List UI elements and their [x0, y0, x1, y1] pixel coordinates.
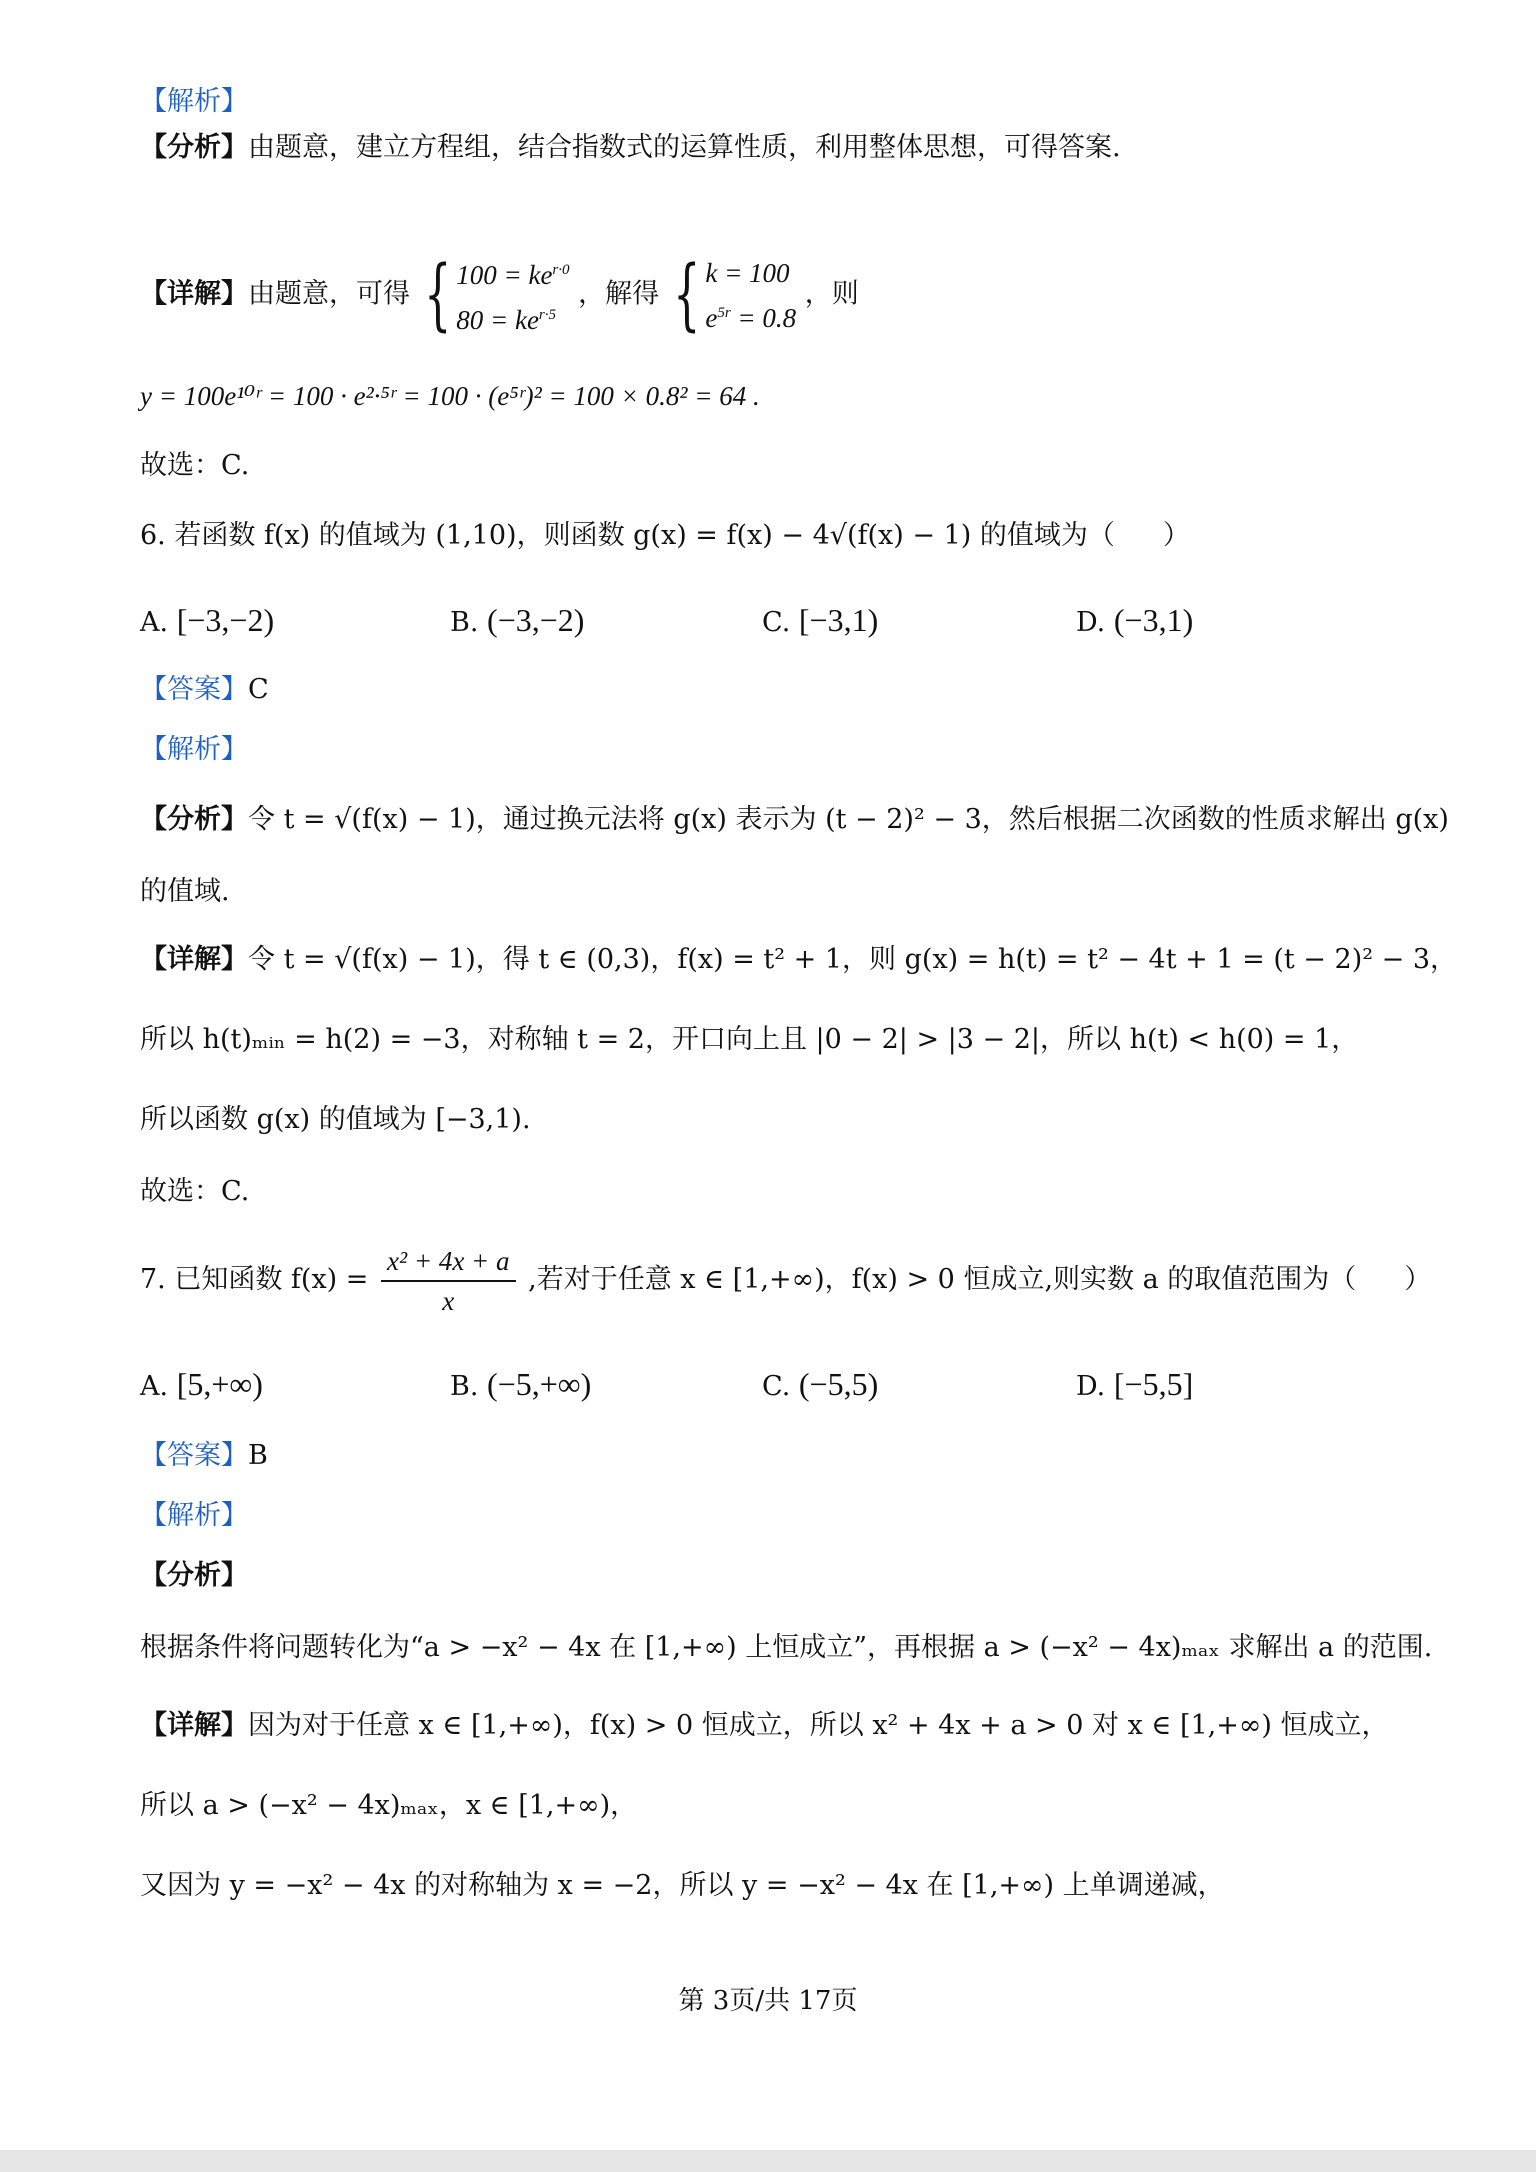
- answer-choice-6: 故选：C.: [140, 1176, 250, 1207]
- answer-7: 【答案】B: [140, 1440, 268, 1471]
- detail-tag: 【详解】: [140, 278, 248, 310]
- summary-tag: 【分析】: [140, 132, 248, 163]
- analysis-summary-6-cont: 的值域.: [140, 876, 230, 907]
- equation-system-2: k = 100 $e^{5r} = 0.8$: [705, 257, 797, 333]
- q7-option-d: D. [−5,5]: [1076, 1366, 1194, 1402]
- q7-option-a: A. [5,+∞): [140, 1366, 263, 1402]
- analysis-summary-7-tag: 【分析】: [140, 1560, 248, 1591]
- q6-option-b: B. (−3,−2): [450, 602, 585, 638]
- question-6: 6. 若函数 f(x) 的值域为 (1,10)，则函数 g(x) = f(x) − 4√(f(x) − 1) 的值域为（ ）: [140, 520, 1190, 551]
- analysis-summary-7: 根据条件将问题转化为“a > −x² − 4x 在 [1,+∞) 上恒成立”，再根据 a > (−x² − 4x)ₘₐₓ 求解出 a 的范围.: [140, 1632, 1433, 1663]
- detailed-solution-7: 【详解】因为对于任意 x ∈ [1,+∞)，f(x) > 0 恒成立，所以 x² + 4x + a > 0 对 x ∈ [1,+∞) 恒成立，: [140, 1710, 1389, 1741]
- answer-choice-1: 故选：C.: [140, 450, 250, 481]
- q6-option-d: D. (−3,1): [1076, 602, 1194, 638]
- q7-fraction: $\frac{\text{x² + 4x + a}}{x}$: [381, 1242, 516, 1320]
- left-brace-icon: {: [672, 250, 701, 340]
- analysis-tag: 【解析】: [140, 86, 248, 117]
- bottom-divider: [0, 2150, 1536, 2172]
- answer-6: 【答案】C: [140, 674, 269, 705]
- detailed-solution-1: 【详解】由题意，可得 { $100 = ke^{r\cdot 0}$ $80 = ke^{r\cdot 5}$ ，解得 { k = 100 $e^{5r} = 0.8$ ，则: [140, 250, 859, 340]
- detail-text: 由题意，可得: [248, 278, 410, 310]
- q7-option-c: C. (−5,5): [762, 1366, 879, 1402]
- detailed-solution-7-line2: 所以 a > (−x² − 4x)ₘₐₓ，x ∈ [1,+∞)，: [140, 1790, 638, 1821]
- analysis-label: [140, 82, 1416, 122]
- question-7: 7. 已知函数 f(x) = $\frac{\text{x² + 4x + a}}{x}$ ,若对于任意 x ∈ [1,+∞)，f(x) > 0 恒成立,则实数 a 的取值范围为（ ）: [140, 1240, 1416, 1320]
- q7-option-b: B. (−5,+∞): [450, 1366, 592, 1402]
- detailed-solution-6-line2: 所以 h(t)ₘᵢₙ = h(2) = −3，对称轴 t = 2，开口向上且 |0 − 2| > |3 − 2|，所以 h(t) < h(0) = 1，: [140, 1024, 1359, 1055]
- q6-option-c: C. [−3,1): [762, 602, 879, 638]
- detailed-solution-7-line3: 又因为 y = −x² − 4x 的对称轴为 x = −2，所以 y = −x² − 4x 在 [1,+∞) 上单调递减，: [140, 1870, 1225, 1901]
- detailed-solution-6-line3: 所以函数 g(x) 的值域为 [−3,1).: [140, 1104, 531, 1135]
- y-equation: y = 100e¹⁰ʳ = 100 · e²·⁵ʳ = 100 · (e⁵ʳ)² = 100 × 0.8² = 64 .: [140, 381, 760, 411]
- page-footer: 第 3页/共 17页: [678, 1986, 858, 2016]
- analysis-summary: [140, 128, 1416, 168]
- equation-system-1: $100 = ke^{r\cdot 0}$ $80 = ke^{r\cdot 5}$: [456, 260, 570, 335]
- analysis-label-7: 【解析】: [140, 1500, 248, 1531]
- summary-text: 由题意，建立方程组，结合指数式的运算性质，利用整体思想，可得答案.: [248, 132, 1121, 163]
- analysis-summary-6: 【分析】令 t = √(f(x) − 1)，通过换元法将 g(x) 表示为 (t − 2)² − 3，然后根据二次函数的性质求解出 g(x): [140, 804, 1449, 835]
- left-brace-icon: {: [423, 250, 452, 340]
- detailed-solution-6: 【详解】令 t = √(f(x) − 1)，得 t ∈ (0,3)，f(x) = t² + 1，则 g(x) = h(t) = t² − 4t + 1 = (t − 2)² − 3，: [140, 944, 1458, 975]
- q6-option-a: A. [−3,−2): [140, 602, 275, 638]
- analysis-label-6: 【解析】: [140, 734, 248, 765]
